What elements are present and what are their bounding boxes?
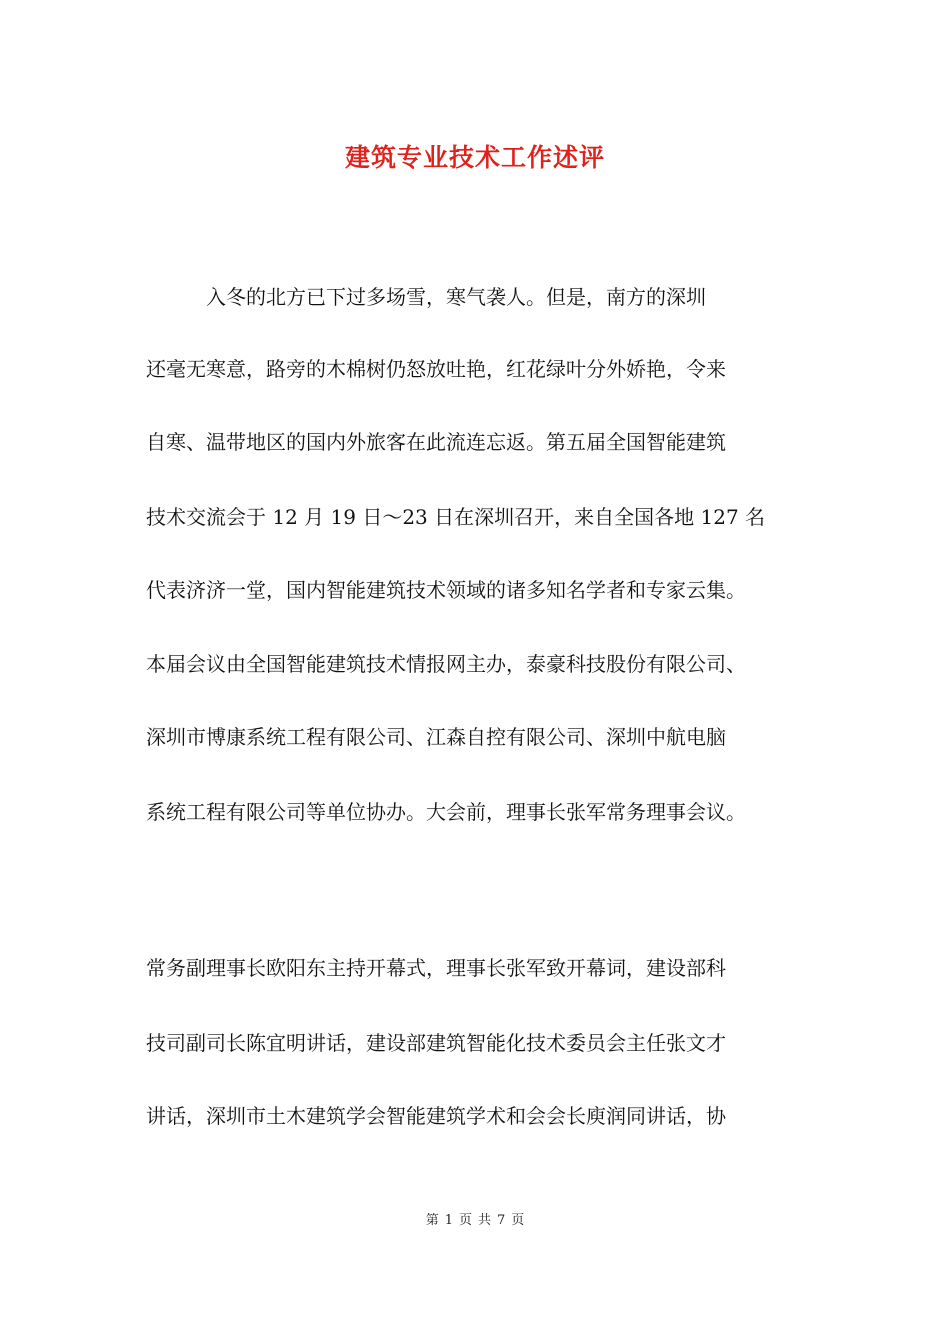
text-line: 技术交流会于 12 月 19 日～23 日在深圳召开，来自全国各地 127 名 [146,505,766,529]
page-footer [0,1209,950,1228]
text-line: 入冬的北方已下过多场雪，寒气袭人。但是，南方的深圳 [146,285,706,309]
text-line: 系统工程有限公司等单位协办。大会前，理事长张军常务理事会议。 [146,800,746,824]
footer-mid2: 共 [478,1213,492,1228]
page-title: 建筑专业技术工作述评 [344,143,605,172]
text-line: 常务副理事长欧阳东主持开幕式，理事长张军致开幕词，建设部科 [146,956,726,980]
text-line: 讲话，深圳市土木建筑学会智能建筑学术和会会长庾润同讲话，协 [146,1104,726,1128]
text-line: 本届会议由全国智能建筑技术情报网主办，泰豪科技股份有限公司、 [146,652,746,676]
total-pages-number: 7 [497,1213,506,1228]
text-line: 还毫无寒意，路旁的木棉树仍怒放吐艳，红花绿叶分外娇艳，令来 [146,357,726,381]
text-line: 技司副司长陈宜明讲话，建设部建筑智能化技术委员会主任张文才 [146,1031,726,1055]
text-line: 代表济济一堂，国内智能建筑技术领域的诸多知名学者和专家云集。 [146,578,746,602]
footer-mid1: 页 [458,1213,472,1228]
text-line: 深圳市博康系统工程有限公司、江森自控有限公司、深圳中航电脑 [146,725,726,749]
text-line: 自寒、温带地区的国内外旅客在此流连忘返。第五届全国智能建筑 [146,430,726,454]
current-page-number: 1 [444,1213,453,1228]
footer-prefix: 第 [425,1213,439,1228]
footer-suffix: 页 [511,1213,525,1228]
